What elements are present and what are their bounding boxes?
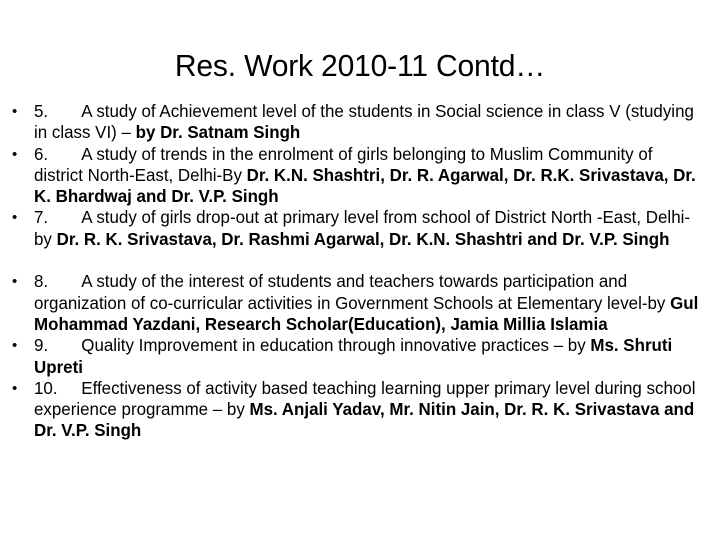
bullet-icon: •	[12, 209, 18, 227]
list-item-author: by Dr. Satnam Singh	[135, 122, 301, 143]
list-item-number: 5.	[34, 101, 49, 121]
bullet-group-1	[10, 101, 714, 250]
bullet-group-2	[10, 271, 714, 441]
list-item	[10, 101, 714, 144]
bullet-icon: •	[12, 379, 18, 397]
list-item-description: Quality Improvement in education through innovative practices – by	[81, 335, 591, 356]
list-item-number: 8.	[34, 271, 49, 292]
list-item-description: A study of girls drop-out at primary level from school of District North -East, Delhi-by	[34, 207, 691, 249]
list-item-description: A study of Achievement level of the students in Social science in class V (studying in class VI) –	[34, 101, 694, 143]
bullet-icon: •	[12, 103, 18, 120]
list-item	[10, 271, 714, 335]
list-item-author: Dr. K.N. Shashtri, Dr. R. Agarwal, Dr. R.K. Srivastava, Dr. K. Bhardwaj and Dr. V.P. Singh	[34, 164, 696, 207]
list-item-text	[34, 335, 704, 378]
list-item	[10, 335, 714, 378]
list-item-number: 7.	[34, 207, 49, 228]
list-item	[10, 144, 714, 208]
list-item-number: 9.	[34, 335, 49, 356]
list-item-author: Ms. Shruti Upreti	[34, 335, 673, 377]
list-item-description: A study of trends in the enrolment of girls belonging to Muslim Community of district North-East, Delhi-By	[34, 143, 653, 185]
bullet-icon: •	[12, 273, 18, 291]
list-item-number: 10.	[34, 377, 58, 398]
list-item-description: Effectiveness of activity based teaching learning upper primary level during school experience programme – by	[34, 377, 696, 420]
page-title: Res. Work 2010-11 Contd…	[174, 47, 546, 83]
list-item-text	[34, 144, 704, 208]
bullet-icon: •	[12, 337, 18, 355]
content-body	[10, 101, 714, 442]
bullet-icon: •	[12, 145, 18, 163]
list-item-text	[34, 271, 704, 335]
list-item-text	[34, 207, 704, 250]
list-item	[10, 378, 714, 442]
list-item-author: Ms. Anjali Yadav, Mr. Nitin Jain, Dr. R. K. Srivastava and Dr. V.P. Singh	[34, 399, 695, 441]
list-item-text	[34, 378, 704, 442]
list-item	[10, 207, 714, 250]
list-item-number: 6.	[34, 143, 49, 164]
paragraph-spacer	[10, 250, 714, 271]
list-item-text	[34, 101, 704, 144]
list-item-author: Dr. R. K. Srivastava, Dr. Rashmi Agarwal, Dr. K.N. Shashtri and Dr. V.P. Singh	[56, 228, 670, 249]
list-item-description: A study of the interest of students and teachers towards participation and organization of co-curricular activities in Government Schools at Elementary level-by	[34, 271, 671, 313]
list-item-author: Gul Mohammad Yazdani, Research Scholar(Education), Jamia Millia Islamia	[34, 292, 699, 334]
